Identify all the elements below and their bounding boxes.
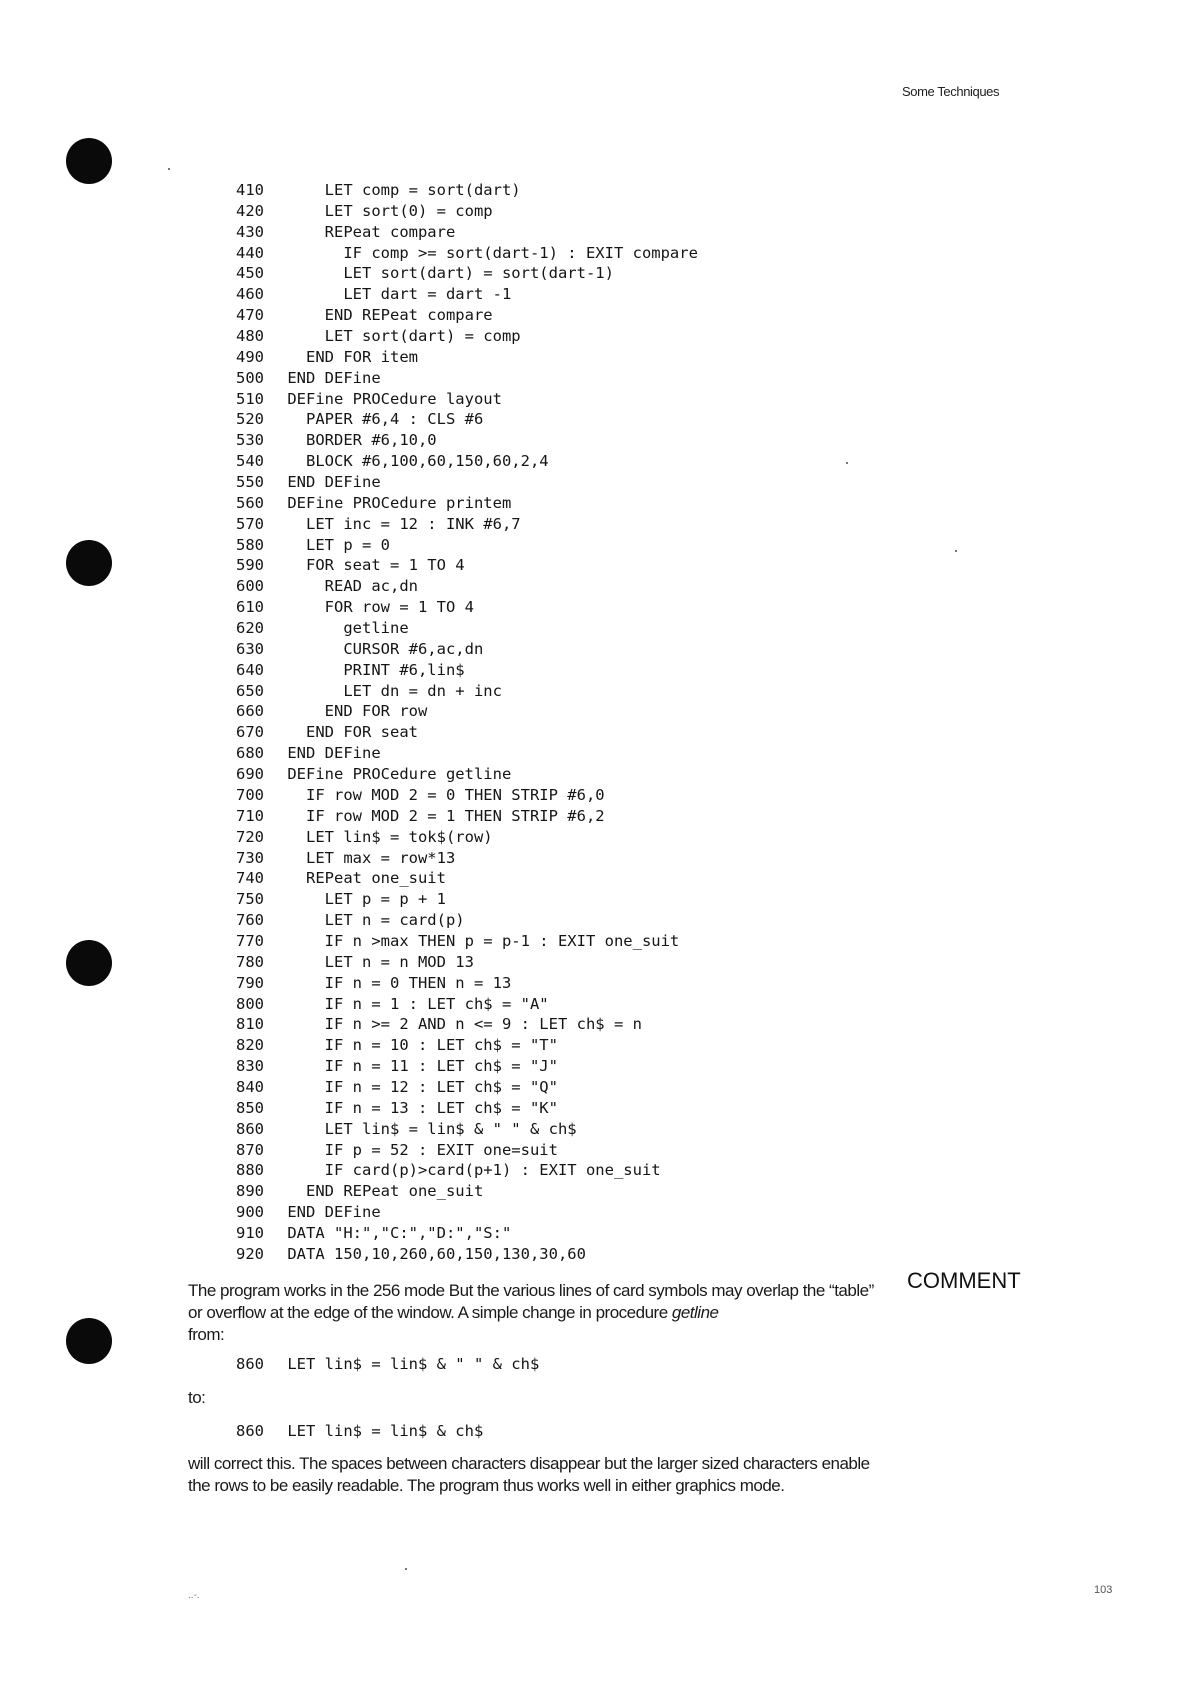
code-line	[236, 535, 698, 556]
code-line	[236, 597, 698, 618]
scan-speck	[955, 550, 957, 552]
revised-code-line	[236, 1422, 483, 1440]
code-text: PRINT #6,lin$	[278, 660, 465, 679]
line-number: 660	[236, 702, 264, 721]
running-header: Some Techniques	[902, 84, 1000, 99]
code-text: LET sort(0) = comp	[278, 201, 493, 220]
line-number: 440	[236, 243, 264, 262]
line-number: 690	[236, 765, 264, 784]
code-text: IF row MOD 2 = 1 THEN STRIP #6,2	[278, 806, 605, 825]
line-number: 910	[236, 1223, 264, 1242]
code-line	[236, 618, 698, 639]
code-text: DEFine PROCedure printem	[278, 493, 512, 512]
line-number: 860	[236, 1119, 264, 1138]
code-line	[236, 952, 698, 973]
code-line	[236, 222, 698, 243]
line-number: 860	[236, 1355, 264, 1373]
code-text: END DEFine	[278, 744, 381, 763]
code-text: READ ac,dn	[278, 577, 418, 596]
comment-paragraph-1	[188, 1280, 890, 1346]
code-text: PAPER #6,4 : CLS #6	[278, 410, 484, 429]
code-line	[236, 994, 698, 1015]
code-line	[236, 1244, 698, 1265]
code-text: LET inc = 12 : INK #6,7	[278, 514, 521, 533]
line-number: 610	[236, 598, 264, 617]
code-text: getline	[278, 619, 409, 638]
code-line	[236, 973, 698, 994]
code-text: LET lin$ = lin$ & " " & ch$	[278, 1355, 540, 1373]
line-number: 490	[236, 347, 264, 366]
code-line	[236, 827, 698, 848]
line-number: 530	[236, 431, 264, 450]
line-number: 750	[236, 890, 264, 909]
code-text: LET p = p + 1	[278, 890, 446, 909]
code-line	[236, 243, 698, 264]
line-number: 650	[236, 681, 264, 700]
line-number: 430	[236, 222, 264, 241]
code-text: LET lin$ = lin$ & " " & ch$	[278, 1119, 577, 1138]
code-line	[236, 1014, 698, 1035]
code-line	[236, 868, 698, 889]
binder-hole-1	[66, 138, 112, 184]
code-text: FOR row = 1 TO 4	[278, 598, 474, 617]
code-text: END DEFine	[278, 473, 381, 492]
code-text: IF n = 13 : LET ch$ = "K"	[278, 1098, 558, 1117]
code-line	[236, 326, 698, 347]
footer-mark-left: ..-.	[188, 1590, 200, 1601]
code-text: IF n = 0 THEN n = 13	[278, 973, 512, 992]
line-number: 790	[236, 973, 264, 992]
code-text: FOR seat = 1 TO 4	[278, 556, 465, 575]
line-number: 410	[236, 181, 264, 199]
code-text: IF row MOD 2 = 0 THEN STRIP #6,0	[278, 785, 605, 804]
code-line	[236, 889, 698, 910]
code-text: IF n = 1 : LET ch$ = "A"	[278, 994, 549, 1013]
code-line	[236, 1160, 698, 1181]
code-line	[236, 409, 698, 430]
code-line	[236, 263, 698, 284]
code-line	[236, 368, 698, 389]
line-number: 640	[236, 660, 264, 679]
code-text: IF n = 11 : LET ch$ = "J"	[278, 1057, 558, 1076]
code-line	[236, 639, 698, 660]
comment-text: The program works in the 256 mode But the various lines of card symbols may overlap the “table” or overflow at the edge of the window. A simple change in procedure	[188, 1281, 874, 1322]
original-code-line	[236, 1355, 539, 1373]
binder-hole-4	[66, 1318, 112, 1364]
code-line	[236, 1223, 698, 1244]
line-number: 800	[236, 994, 264, 1013]
code-text: LET sort(dart) = sort(dart-1)	[278, 264, 614, 283]
line-number: 600	[236, 577, 264, 596]
line-number: 580	[236, 535, 264, 554]
code-text: LET p = 0	[278, 535, 390, 554]
code-text: END DEFine	[278, 368, 381, 387]
procedure-name: getline	[671, 1303, 719, 1322]
code-text: END FOR item	[278, 347, 418, 366]
code-line	[236, 910, 698, 931]
scan-speck	[846, 462, 848, 464]
code-line	[236, 201, 698, 222]
code-line	[236, 660, 698, 681]
code-line	[236, 430, 698, 451]
binder-hole-3	[66, 940, 112, 986]
page-number: 103	[1094, 1584, 1113, 1596]
scan-speck	[405, 1568, 407, 1570]
code-line	[236, 576, 698, 597]
code-text: LET lin$ = tok$(row)	[278, 827, 493, 846]
line-number: 710	[236, 806, 264, 825]
line-number: 810	[236, 1015, 264, 1034]
code-line	[236, 1202, 698, 1223]
to-label: to:	[188, 1388, 206, 1407]
scan-speck	[168, 168, 170, 170]
code-line	[236, 514, 698, 535]
code-text: IF n = 12 : LET ch$ = "Q"	[278, 1077, 558, 1096]
line-number: 560	[236, 493, 264, 512]
code-text: END DEFine	[278, 1203, 381, 1222]
binder-hole-2	[66, 540, 112, 586]
line-number: 520	[236, 410, 264, 429]
line-number: 540	[236, 452, 264, 471]
code-text: DEFine PROCedure layout	[278, 389, 502, 408]
code-text: CURSOR #6,ac,dn	[278, 639, 484, 658]
code-line	[236, 848, 698, 869]
code-line	[236, 1140, 698, 1161]
code-text: REPeat compare	[278, 222, 456, 241]
code-text: IF p = 52 : EXIT one=suit	[278, 1140, 558, 1159]
code-line	[236, 180, 698, 201]
code-text: END REPeat one_suit	[278, 1182, 484, 1201]
code-line	[236, 785, 698, 806]
code-line	[236, 764, 698, 785]
line-number: 770	[236, 931, 264, 950]
code-line	[236, 347, 698, 368]
line-number: 820	[236, 1036, 264, 1055]
code-text: BORDER #6,10,0	[278, 431, 437, 450]
code-text: DATA "H:","C:","D:","S:"	[278, 1223, 512, 1242]
code-line	[236, 493, 698, 514]
code-line	[236, 743, 698, 764]
code-text: LET n = card(p)	[278, 911, 465, 930]
line-number: 590	[236, 556, 264, 575]
line-number: 510	[236, 389, 264, 408]
line-number: 760	[236, 911, 264, 930]
line-number: 420	[236, 201, 264, 220]
code-text: END FOR row	[278, 702, 428, 721]
code-line	[236, 1077, 698, 1098]
comment-heading: COMMENT	[907, 1268, 1021, 1293]
code-text: LET dn = dn + inc	[278, 681, 502, 700]
code-text: END FOR seat	[278, 723, 418, 742]
code-text: END REPeat compare	[278, 306, 493, 325]
line-number: 740	[236, 869, 264, 888]
line-number: 550	[236, 473, 264, 492]
code-line	[236, 681, 698, 702]
code-text: LET comp = sort(dart)	[278, 181, 521, 199]
line-number: 730	[236, 848, 264, 867]
line-number: 780	[236, 952, 264, 971]
line-number: 840	[236, 1077, 264, 1096]
code-line	[236, 1181, 698, 1202]
code-text: IF n >= 2 AND n <= 9 : LET ch$ = n	[278, 1015, 642, 1034]
code-line	[236, 1056, 698, 1077]
code-text: IF card(p)>card(p+1) : EXIT one_suit	[278, 1161, 661, 1180]
line-number: 680	[236, 744, 264, 763]
code-line	[236, 451, 698, 472]
line-number: 920	[236, 1244, 264, 1263]
line-number: 880	[236, 1161, 264, 1180]
line-number: 870	[236, 1140, 264, 1159]
line-number: 620	[236, 619, 264, 638]
line-number: 630	[236, 639, 264, 658]
line-number: 850	[236, 1098, 264, 1117]
line-number: 500	[236, 368, 264, 387]
code-line	[236, 806, 698, 827]
line-number: 700	[236, 785, 264, 804]
code-text: DATA 150,10,260,60,150,130,30,60	[278, 1244, 586, 1263]
code-line	[236, 555, 698, 576]
line-number: 890	[236, 1182, 264, 1201]
code-line	[236, 722, 698, 743]
code-line	[236, 472, 698, 493]
code-text: IF n = 10 : LET ch$ = "T"	[278, 1036, 558, 1055]
line-number: 460	[236, 285, 264, 304]
line-number: 670	[236, 723, 264, 742]
code-text: IF comp >= sort(dart-1) : EXIT compare	[278, 243, 698, 262]
code-text: BLOCK #6,100,60,150,60,2,4	[278, 452, 549, 471]
line-number: 480	[236, 327, 264, 346]
line-number: 720	[236, 827, 264, 846]
code-text: LET sort(dart) = comp	[278, 327, 521, 346]
code-text: LET n = n MOD 13	[278, 952, 474, 971]
code-line	[236, 931, 698, 952]
code-text: LET dart = dart -1	[278, 285, 512, 304]
code-line	[236, 389, 698, 410]
code-text: LET lin$ = lin$ & ch$	[278, 1422, 484, 1440]
line-number: 830	[236, 1057, 264, 1076]
comment-paragraph-2: will correct this. The spaces between characters disappear but the larger sized characters enable the rows to be easily readable. The program thus works well in either graphics mode.	[188, 1454, 870, 1495]
from-label: from:	[188, 1325, 225, 1344]
code-text: IF n >max THEN p = p-1 : EXIT one_suit	[278, 931, 680, 950]
code-text: DEFine PROCedure getline	[278, 765, 512, 784]
code-line	[236, 1098, 698, 1119]
line-number: 450	[236, 264, 264, 283]
code-line	[236, 701, 698, 722]
code-line	[236, 1119, 698, 1140]
code-line	[236, 284, 698, 305]
line-number: 470	[236, 306, 264, 325]
line-number: 570	[236, 514, 264, 533]
code-text: REPeat one_suit	[278, 869, 446, 888]
line-number: 900	[236, 1203, 264, 1222]
code-line	[236, 305, 698, 326]
code-listing	[236, 180, 698, 1265]
line-number: 860	[236, 1422, 264, 1440]
code-line	[236, 1035, 698, 1056]
code-text: LET max = row*13	[278, 848, 456, 867]
